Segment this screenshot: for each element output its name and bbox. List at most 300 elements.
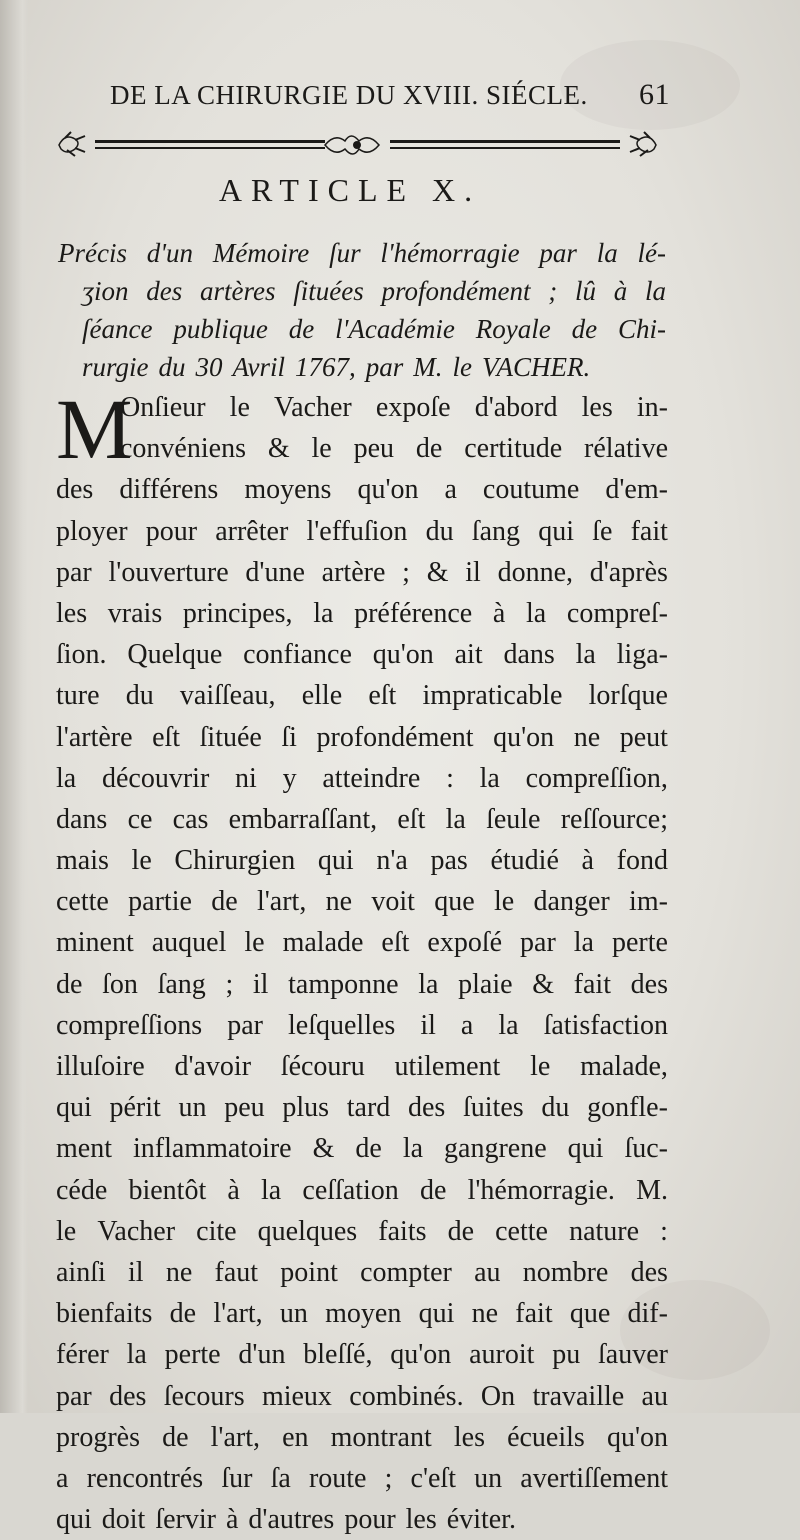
word: périt <box>109 1092 161 1124</box>
word: l'ouverture <box>108 556 229 588</box>
body-line <box>56 1417 668 1458</box>
word: Quelque <box>127 639 223 671</box>
word: nature <box>569 1215 640 1247</box>
word: la <box>526 597 547 629</box>
word: Royale <box>475 314 551 344</box>
word: compreſſion, <box>525 762 668 794</box>
word: arrêter <box>215 515 289 547</box>
word: & <box>267 433 290 465</box>
word: les <box>405 1504 437 1536</box>
word: au <box>641 1380 668 1412</box>
word: mais <box>56 845 109 877</box>
body-line <box>56 469 668 510</box>
word: ne <box>573 721 601 753</box>
word: & <box>312 1133 335 1165</box>
word: la <box>479 762 500 794</box>
word: & <box>532 968 554 1000</box>
word: cite <box>196 1215 237 1247</box>
word: il <box>128 1256 144 1288</box>
word: profondément <box>381 276 531 306</box>
decorative-ornament-rule <box>55 128 660 162</box>
word: pas <box>430 845 468 877</box>
running-head <box>110 78 670 112</box>
summary-line <box>58 348 666 386</box>
word: pour <box>145 515 198 547</box>
word: l'artère <box>56 721 133 753</box>
word: artère <box>321 556 386 588</box>
word: eſt <box>397 803 426 835</box>
body-line <box>56 1499 668 1540</box>
word: perte <box>611 927 668 959</box>
word: de <box>447 1215 475 1247</box>
word: eſt <box>381 927 410 959</box>
word: ni <box>235 762 257 794</box>
word: publique <box>173 314 268 344</box>
word: qu'on <box>606 1421 668 1453</box>
word: ; <box>384 1462 393 1494</box>
word: peu <box>224 1092 265 1124</box>
word: faits <box>378 1215 427 1247</box>
word: à <box>581 845 594 877</box>
word: par <box>520 927 556 959</box>
word: expoſé <box>427 927 503 959</box>
word: pu <box>552 1339 581 1371</box>
word: dans <box>56 803 108 835</box>
body-line <box>56 758 668 799</box>
word: : <box>660 1215 668 1247</box>
word: le <box>56 1215 77 1247</box>
word: dans <box>503 639 555 671</box>
word: Mémoire <box>212 238 310 268</box>
word: l'hémorragie. <box>467 1174 615 1206</box>
word: fait <box>515 1298 553 1330</box>
summary-line <box>58 272 666 310</box>
word: l'hémorragie <box>380 238 520 268</box>
word: de <box>56 968 83 1000</box>
word: l'art, <box>256 886 307 918</box>
word: par <box>227 1009 263 1041</box>
word: Précis <box>58 238 127 268</box>
word: perte <box>164 1339 221 1371</box>
word: du <box>541 1092 570 1124</box>
word: de <box>288 314 315 344</box>
word: à <box>225 1504 239 1536</box>
word: avertiſſement <box>520 1462 668 1494</box>
word: rencontrés <box>86 1462 204 1494</box>
word: ce <box>127 803 153 835</box>
word: eſt <box>152 721 181 753</box>
word: ne <box>471 1298 499 1330</box>
word: principes, <box>182 597 293 629</box>
word: ſa <box>270 1462 291 1494</box>
body-line <box>56 1376 668 1417</box>
word: d'après <box>589 556 668 588</box>
word: cette <box>495 1215 548 1247</box>
word: que <box>434 886 475 918</box>
word: qui <box>418 1298 455 1330</box>
word: utilement <box>394 1051 501 1082</box>
word: qu'on <box>493 721 555 753</box>
body-line <box>56 922 668 963</box>
word: ainſi <box>56 1256 106 1288</box>
word: im- <box>629 886 668 918</box>
word: de <box>571 314 598 344</box>
word: la <box>498 1009 519 1041</box>
word: des <box>109 1380 147 1412</box>
word: coutume <box>482 474 580 506</box>
word: Avril <box>232 352 285 382</box>
body-line <box>56 881 668 922</box>
word: minent <box>56 927 134 959</box>
word: qui <box>317 845 354 877</box>
word: qui <box>538 515 574 547</box>
word: bientôt <box>128 1174 207 1206</box>
word: compreſ- <box>566 597 668 629</box>
word: gonfle- <box>587 1092 668 1124</box>
word: d'autres <box>248 1504 335 1536</box>
word: au <box>474 1256 501 1288</box>
body-text <box>56 381 668 1540</box>
word: par <box>56 556 92 588</box>
word: de <box>419 1174 447 1206</box>
word: cette <box>56 886 109 918</box>
word: M. <box>413 352 443 382</box>
word: Vacher <box>97 1215 176 1247</box>
word: d'abord <box>474 392 558 423</box>
word: le <box>244 927 265 959</box>
word: progrès <box>56 1421 140 1453</box>
word: VACHER. <box>482 352 591 382</box>
page-gutter-shadow <box>0 0 28 1413</box>
word: le <box>530 1051 551 1082</box>
word: il <box>420 1009 436 1041</box>
word: Onſieur <box>120 392 206 423</box>
word: qu'on <box>357 474 419 506</box>
body-line <box>56 552 668 593</box>
word: l'art, <box>210 1421 260 1453</box>
word: confiance <box>243 639 352 671</box>
body-line <box>56 840 668 881</box>
word: la <box>56 762 77 794</box>
word: un <box>474 1462 503 1494</box>
word: ſi <box>281 721 297 753</box>
word: ſéance <box>82 314 153 344</box>
word: reſſource; <box>560 803 668 835</box>
word: elle <box>301 680 343 712</box>
word: différens <box>119 474 219 506</box>
word: éviter. <box>446 1504 516 1536</box>
word: à <box>613 276 628 306</box>
word: ſur <box>221 1462 253 1494</box>
word: peut <box>619 721 668 753</box>
body-line <box>56 1170 668 1211</box>
word: Chirurgien <box>174 845 296 877</box>
word: ; <box>402 556 410 588</box>
word: ſituées <box>293 276 364 306</box>
word: la <box>418 968 439 1000</box>
word: ment <box>56 1133 112 1165</box>
word: compter <box>360 1256 452 1288</box>
word: M. <box>636 1174 668 1206</box>
word: quelques <box>257 1215 358 1247</box>
word: que <box>569 1298 611 1330</box>
word: ſécouru <box>280 1051 365 1082</box>
word: le <box>229 392 250 423</box>
word: 30 <box>195 352 223 382</box>
word: artères <box>200 276 276 306</box>
word: ſecours <box>163 1380 245 1412</box>
word: la <box>644 276 666 306</box>
word: voit <box>371 886 415 918</box>
word: faut <box>214 1256 259 1288</box>
body-line <box>56 593 668 634</box>
word: a <box>460 1009 474 1041</box>
word: in- <box>636 392 668 423</box>
word: les <box>581 392 613 423</box>
word: à <box>492 597 506 629</box>
word: découvrir <box>101 762 210 794</box>
word: partie <box>128 886 192 918</box>
word: travaille <box>532 1380 625 1412</box>
word: férer <box>56 1339 109 1371</box>
word: point <box>280 1256 338 1288</box>
word: ſuites <box>463 1092 524 1124</box>
word: ture <box>56 680 100 712</box>
body-line <box>56 1005 668 1046</box>
word: qu'on <box>390 1339 452 1371</box>
word: peu <box>353 433 395 465</box>
word: l'effuſion <box>306 515 408 547</box>
word: auroit <box>469 1339 535 1371</box>
word: profondément <box>316 721 474 753</box>
word: donne, <box>497 556 573 588</box>
running-head-title: DE LA CHIRURGIE DU XVIII. SIÉCLE. <box>110 80 588 110</box>
word: le <box>494 886 515 918</box>
word: la <box>596 238 618 268</box>
body-line <box>56 1211 668 1252</box>
word: ſion. <box>56 639 107 671</box>
word: compreſſions <box>56 1009 203 1041</box>
word: de <box>211 886 238 918</box>
word: la <box>313 597 334 629</box>
word: route <box>308 1462 367 1494</box>
word: c'eſt <box>410 1462 456 1494</box>
word: plus <box>282 1092 330 1124</box>
word: combinés. <box>349 1380 464 1412</box>
word: étudié <box>490 845 559 877</box>
word: qui <box>567 1133 604 1165</box>
word: d'un <box>238 1339 286 1371</box>
word: 1767, <box>295 352 356 382</box>
word: rélative <box>584 433 668 465</box>
word: des <box>407 1092 446 1124</box>
body-line <box>56 964 668 1005</box>
word: d'un <box>146 238 194 268</box>
body-line <box>56 1046 668 1087</box>
word: de <box>355 1133 382 1165</box>
word: à <box>227 1174 240 1206</box>
word: d'em- <box>605 474 668 506</box>
word: l'Académie <box>335 314 455 344</box>
word: moyens <box>244 474 332 506</box>
word: de <box>415 433 443 465</box>
page-number: 61 <box>639 78 670 111</box>
word: ſang <box>157 968 206 1000</box>
word: en <box>282 1421 309 1453</box>
word: ſituée <box>199 721 262 753</box>
word: ployer <box>56 515 128 547</box>
word: auquel <box>151 927 227 959</box>
word: tamponne <box>288 968 399 1000</box>
word: a <box>444 474 457 506</box>
word: il <box>465 556 481 588</box>
word: de <box>169 1298 197 1330</box>
word: ſauver <box>598 1339 668 1371</box>
word: du <box>158 352 186 382</box>
word: & <box>426 556 449 588</box>
word: la <box>573 927 594 959</box>
word: ſang <box>471 515 521 547</box>
word: des <box>146 276 183 306</box>
body-line <box>56 1087 668 1128</box>
word: un <box>178 1092 207 1124</box>
word: d'une <box>245 556 305 588</box>
word: ſur <box>329 238 361 268</box>
word: bleſſé, <box>303 1339 373 1371</box>
word: du <box>425 515 454 547</box>
word: Vacher <box>274 392 352 423</box>
word: bienfaits <box>56 1298 153 1330</box>
word: tard <box>346 1092 391 1124</box>
word: la <box>126 1339 147 1371</box>
word: ʒion <box>82 276 129 306</box>
word: préférence <box>354 597 473 629</box>
word: fait <box>630 515 668 547</box>
body-line <box>56 1252 668 1293</box>
body-line <box>56 1128 668 1169</box>
word: par <box>56 1380 92 1412</box>
word: inflammatoire <box>133 1133 292 1165</box>
drop-capital: M <box>56 381 133 477</box>
summary-line <box>58 234 666 272</box>
body-line <box>56 634 668 675</box>
word: pour <box>344 1504 396 1536</box>
body-line <box>56 799 668 840</box>
word: la <box>575 639 596 671</box>
body-line <box>56 1334 668 1375</box>
word: moyen <box>325 1298 402 1330</box>
word: qui <box>56 1092 92 1124</box>
word: le <box>131 845 152 877</box>
word: céde <box>56 1174 108 1206</box>
word: certitude <box>464 433 563 465</box>
word: embarraſſant, <box>228 803 378 835</box>
word: fait <box>573 968 611 1000</box>
body-line <box>56 675 668 716</box>
word: Chi- <box>617 314 666 344</box>
word: du <box>125 680 154 712</box>
word: l'art, <box>213 1298 263 1330</box>
summary-line <box>58 310 666 348</box>
word: ſon <box>102 968 138 1000</box>
word: fond <box>616 845 668 877</box>
word: cas <box>172 803 209 835</box>
word: des <box>56 474 94 506</box>
word: ait <box>454 639 483 671</box>
word: ; <box>548 276 558 306</box>
word: lorſque <box>588 680 668 712</box>
word: par <box>365 352 404 382</box>
word: ſe <box>592 515 613 547</box>
word: On <box>480 1380 516 1412</box>
word: atteindre <box>322 762 421 794</box>
word: ; <box>225 968 234 1000</box>
word: qui <box>56 1504 92 1536</box>
word: : <box>446 762 454 794</box>
body-line <box>56 511 668 552</box>
word: le <box>452 352 473 382</box>
word: vrais <box>107 597 163 629</box>
word: un <box>279 1298 308 1330</box>
word: vaiſſeau, <box>179 680 276 712</box>
word: convéniens <box>120 433 246 465</box>
word: ſuc- <box>624 1133 668 1165</box>
word: y <box>282 762 297 794</box>
word: les <box>453 1421 485 1453</box>
word: ſeule <box>486 803 541 835</box>
body-line <box>56 717 668 758</box>
word: illuſoire <box>56 1051 145 1082</box>
word: expoſe <box>375 392 451 423</box>
word: montrant <box>330 1421 432 1453</box>
word: gangrene <box>444 1133 547 1165</box>
word: lû <box>574 276 596 306</box>
article-summary <box>58 234 666 386</box>
body-line <box>56 428 668 469</box>
body-line <box>56 387 668 428</box>
word: ſatisfaction <box>543 1009 668 1041</box>
word: danger <box>533 886 610 918</box>
word: mieux <box>261 1380 332 1412</box>
word: la <box>445 803 466 835</box>
word: écueils <box>507 1421 585 1453</box>
word: malade <box>282 927 364 959</box>
word: eſt <box>368 680 397 712</box>
word: qu'on <box>372 639 434 671</box>
word: d'avoir <box>174 1051 252 1082</box>
word: des <box>630 1256 668 1288</box>
word: plaie <box>458 968 513 1000</box>
body-line <box>56 1458 668 1499</box>
word: les <box>56 597 88 629</box>
word: de <box>162 1421 189 1453</box>
word: doit <box>101 1504 146 1536</box>
word: lé- <box>637 238 666 268</box>
word: dif- <box>627 1298 668 1330</box>
word: rurgie <box>82 352 149 382</box>
word: ne <box>325 886 353 918</box>
word: nombre <box>522 1256 609 1288</box>
word: par <box>539 238 577 268</box>
word: il <box>252 968 269 1000</box>
word: liga- <box>616 639 668 671</box>
word: le <box>311 433 332 465</box>
word: malade, <box>580 1051 668 1082</box>
word: a <box>56 1462 69 1494</box>
word: ſervir <box>155 1504 216 1536</box>
word: ceſſation <box>302 1174 399 1206</box>
word: n'a <box>376 845 408 877</box>
